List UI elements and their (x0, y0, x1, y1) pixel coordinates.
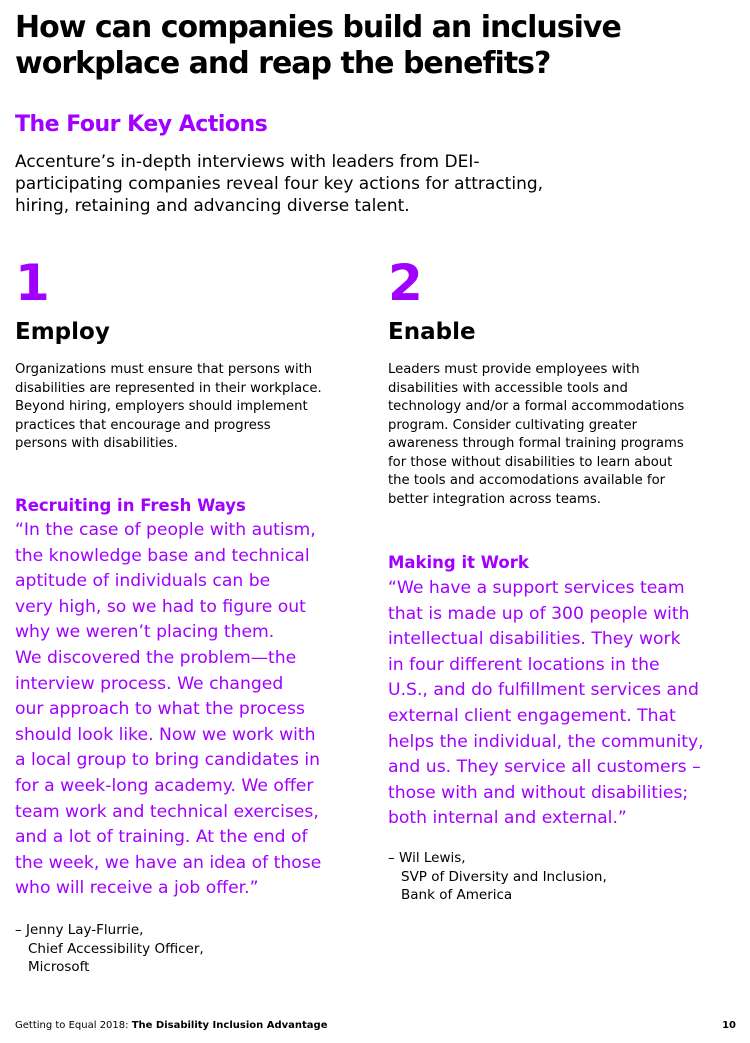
attribution-title: Chief Accessibility Officer, (28, 940, 204, 957)
intro-line: Accenture’s in-depth interviews with leaders from DEI- (15, 152, 480, 172)
attribution-title: SVP of Diversity and Inclusion, (401, 868, 607, 885)
quote-line: and a lot of training. At the end of (15, 827, 308, 848)
description-line: better integration across teams. (388, 491, 601, 507)
footer-report-name: Getting to Equal 2018: (15, 1020, 132, 1031)
description-line: technology and/or a formal accommodations (388, 399, 685, 414)
quote-recruiting (15, 518, 375, 902)
quote-line: interview process. We changed (15, 673, 284, 694)
attribution-name: – Wil Lewis, (388, 850, 466, 866)
action-description (388, 361, 738, 509)
quote-line: a local group to bring candidates in (15, 750, 321, 771)
footer-report-title (15, 1019, 327, 1033)
section-title: The Four Key Actions (15, 112, 268, 137)
description-line: Leaders must provide employees with (388, 362, 640, 377)
action-column-employ (15, 255, 365, 454)
description-line: disabilities are represented in their workplace. (15, 380, 322, 396)
description-line: disabilities with accessible tools and (388, 380, 628, 396)
attribution-company: Bank of America (401, 887, 513, 903)
description-line: Organizations must ensure that persons with (15, 362, 313, 377)
quote-line: We discovered the problem—the (15, 647, 297, 668)
quote-line: aptitude of individuals can be (15, 571, 271, 592)
quote-line: in four different locations in the (388, 654, 660, 675)
action-column-enable (388, 255, 738, 509)
quote-line: the week, we have an idea of those (15, 852, 322, 873)
quote-attribution-microsoft (15, 921, 204, 977)
quote-line: very high, so we had to figure out (15, 596, 306, 617)
attribution-name: – Jenny Lay-Flurrie, (15, 922, 144, 938)
quote-line: “In the case of people with autism, (15, 520, 316, 540)
page-title-line: workplace and reap the benefits? (15, 46, 551, 81)
intro-paragraph (15, 151, 655, 217)
description-line: awareness through formal training programs (388, 436, 684, 451)
action-description (15, 361, 365, 454)
description-line: practices that encourage and progress (15, 417, 271, 433)
quote-heading-recruiting: Recruiting in Fresh Ways (15, 496, 246, 515)
quote-line: our approach to what the process (15, 699, 305, 720)
quote-line: both internal and external.” (388, 808, 627, 829)
quote-line: those with and without disabilities; (388, 782, 689, 803)
description-line: persons with disabilities. (15, 436, 178, 451)
action-number: 2 (388, 254, 423, 312)
description-line: program. Consider cultivating greater (388, 417, 638, 433)
quote-line: for a week-long academy. We offer (15, 775, 314, 796)
quote-line: external client engagement. That (388, 705, 676, 726)
quote-line: U.S., and do fulfillment services and (388, 680, 699, 701)
action-name: Enable (388, 319, 476, 345)
quote-line: should look like. Now we work with (15, 724, 316, 745)
quote-attribution-bank-of-america (388, 849, 607, 905)
description-line: Beyond hiring, employers should implement (15, 399, 308, 414)
quote-line: intellectual disabilities. They work (388, 629, 681, 650)
action-name: Employ (15, 319, 110, 345)
description-line: for those without disabilities to learn about (388, 454, 673, 470)
footer-report-subtitle: The Disability Inclusion Advantage (131, 1020, 328, 1031)
quote-heading-making-it-work: Making it Work (388, 553, 529, 572)
quote-line: that is made up of 300 people with (388, 603, 690, 624)
quote-line: team work and technical exercises, (15, 801, 319, 822)
quote-line: and us. They service all customers – (388, 757, 701, 778)
intro-line: hiring, retaining and advancing diverse talent. (15, 196, 410, 216)
quote-line: “We have a support services team (388, 578, 685, 598)
quote-making-it-work (388, 576, 738, 832)
description-line: the tools and accomodations available for (388, 473, 666, 488)
page-number: 10 (722, 1020, 736, 1031)
page-title-line: How can companies build an inclusive (15, 10, 621, 45)
quote-line: the knowledge base and technical (15, 545, 310, 566)
attribution-company: Microsoft (28, 959, 90, 975)
action-number: 1 (15, 254, 50, 312)
page-title (15, 10, 735, 82)
quote-line: why we weren’t placing them. (15, 622, 275, 643)
quote-line: helps the individual, the community, (388, 731, 704, 752)
quote-line: who will receive a job offer.” (15, 878, 259, 899)
intro-line: participating companies reveal four key actions for attracting, (15, 174, 544, 194)
